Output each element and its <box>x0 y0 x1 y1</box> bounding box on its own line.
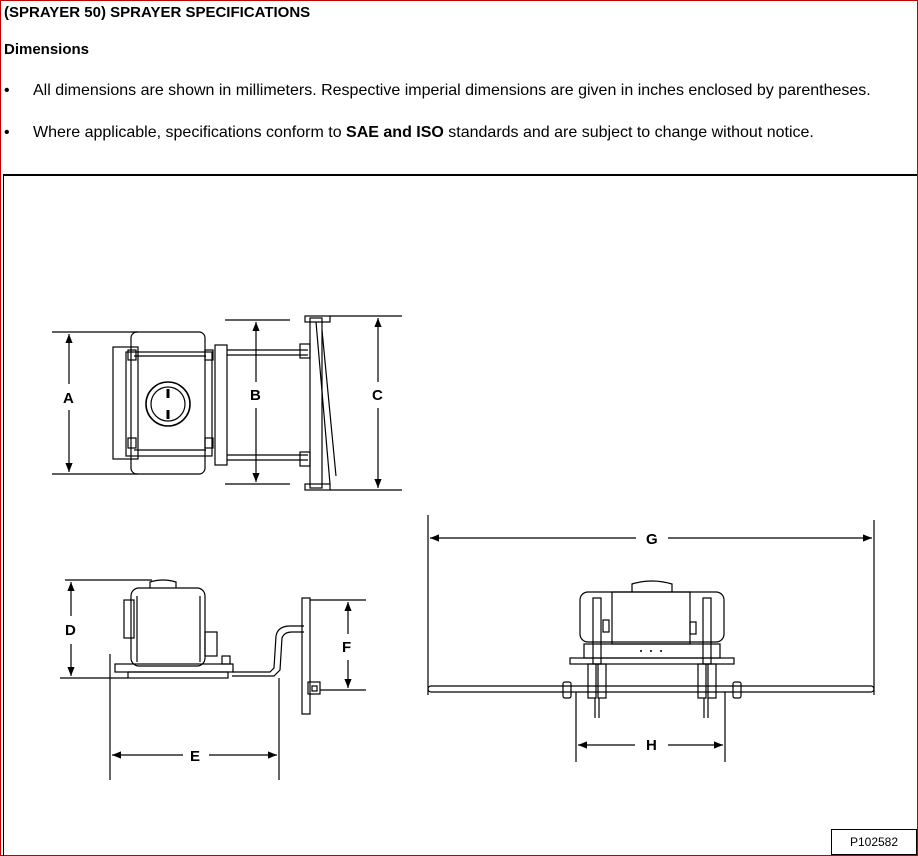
label-c: C <box>372 387 383 404</box>
dimension-f <box>310 600 366 690</box>
section-title: Dimensions <box>4 41 90 58</box>
label-g: G <box>646 531 658 548</box>
label-a: A <box>63 390 74 407</box>
bullet-text-pre: Where applicable, specifications conform to <box>33 124 347 141</box>
label-d: D <box>65 622 76 639</box>
page-title: (SPRAYER 50) SPRAYER SPECIFICATIONS <box>4 4 311 21</box>
side-view <box>115 580 320 714</box>
label-h: H <box>646 737 657 754</box>
bullet-icon: • <box>4 82 10 99</box>
bullet-text: All dimensions are shown in millimeters. Respective imperial dimensions are given in inches enclosed by parentheses. <box>33 82 871 99</box>
bullet-icon: • <box>4 124 10 141</box>
bullet-text-post: standards and are subject to change without notice. <box>443 124 814 141</box>
label-f: F <box>342 639 352 656</box>
bullet-text-bold: SAE and ISO <box>346 124 444 141</box>
label-b: B <box>250 387 261 404</box>
dimension-c <box>330 316 402 490</box>
figure-reference-number: P102582 <box>831 829 917 855</box>
rear-view <box>428 581 874 718</box>
top-view <box>113 316 336 490</box>
label-e: E <box>190 748 201 765</box>
